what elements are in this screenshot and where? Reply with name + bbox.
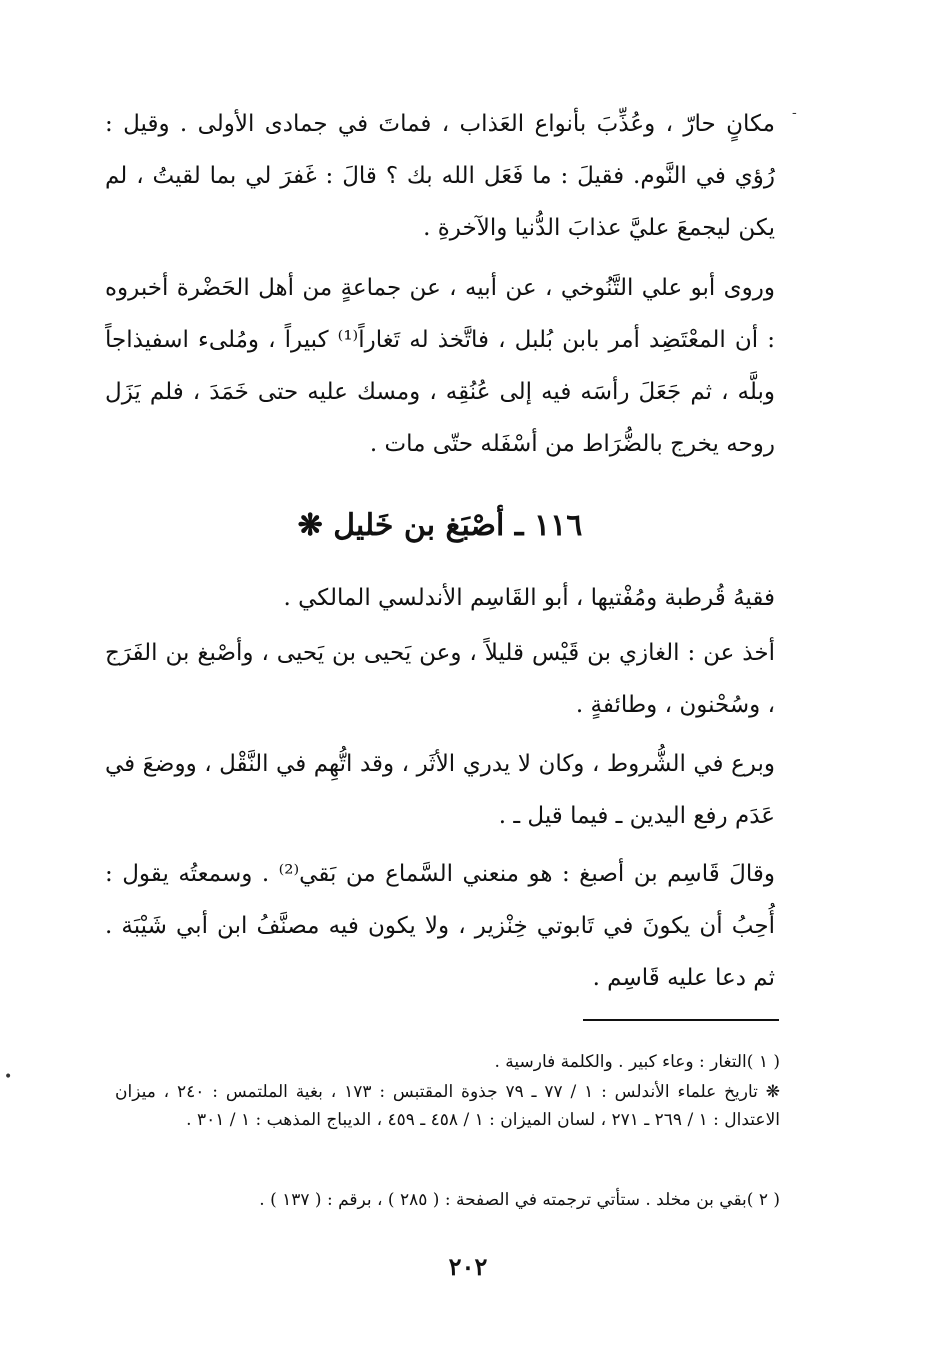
body-paragraph: وروى أبو علي التَّنُوخي ، عن أبيه ، عن جماعةٍ من أهل الحَضْرة أخبروه : أن المعْتَضِد أمر بابن بُلبل ، فاتَّخذ له تَغاراً⁽¹⁾ كبيراً ، ومُلىء اسفيذاجاً وبلَّه ، ثم جَعَلَ رأسَه فيه إلى عُنُقِه ، ومسك عليه حتى خَمَدَ ، فلم يَزَل روحه يخرج بالضُّرَاط من أسْفَله حتّى مات . — [105, 275, 775, 457]
footnote: ( ١ )التغار : وعاء كبير . والكلمة فارسية . — [494, 1052, 780, 1072]
footnote: ( ٢ )بقي بن مخلد . ستأتي ترجمته في الصفحة : ( ٢٨٥ ) ، برقم : ( ١٣٧ ) . — [259, 1190, 780, 1210]
body-paragraph: مكانٍ حارّ ، وعُذِّبَ بأنواع العَذاب ، فماتَ في جمادى الأولى . وقيل : رُؤي في النَّوم. فقيلَ : ما فَعَل الله بك ؟ قالَ : غَفرَ لي بما لقيتُ ، لم يكن ليجمعَ عليَّ عذابَ الدُّنيا والآخرةِ . — [105, 111, 775, 241]
body-paragraph: أخذ عن : الغازي بن قَيْس قليلاً ، وعن يَحيى بن يَحيى ، وأصْبغ بن الفَرَج ، وسُحْنون ، وطائفةٍ . — [105, 640, 775, 718]
page-number: ٢٠٢ — [448, 1252, 488, 1281]
body-paragraph: وبرع في الشُّروط ، وكان لا يدري الأثَر ، وقد اتُّهِم في النَّقْل ، ووضعَ في عَدَم رفع اليدين ـ فيما قيل ـ . — [105, 751, 775, 829]
scan-mark: • — [4, 1069, 13, 1085]
footnote-divider — [583, 1019, 779, 1021]
body-paragraph: وقالَ قَاسِم بن أصبغ : هو منعني السَّماع من بَقي⁽²⁾ . وسمعتُه يقول : أُحِبُ أن يكونَ في تَابوتي خِنْزير ، ولا يكون فيه مصنَّفُ ابن أبي شَيْبَة . ثم دعا عليه قَاسِم . — [105, 861, 775, 991]
entry-heading: ١١٦ ـ أصْبَغ بن خَليل ❋ — [297, 508, 583, 543]
footnote: ❋ تاريخ علماء الأندلس : ١ / ٧٧ ـ ٧٩ جذوة المقتبس : ١٧٣ ، بغية الملتمس : ٢٤٠ ، ميزان الاعتدال : ١ / ٢٦٩ ـ ٢٧١ ، لسان الميزان : ١ / ٤٥٨ ـ ٤٥٩ ، الديباج المذهب : ١ / ٣٠١ . — [115, 1082, 780, 1130]
scan-mark: - — [792, 105, 797, 121]
body-paragraph: فقيهُ قُرطبة ومُفْتيها ، أبو القَاسِم الأندلسي المالكي . — [283, 585, 775, 611]
